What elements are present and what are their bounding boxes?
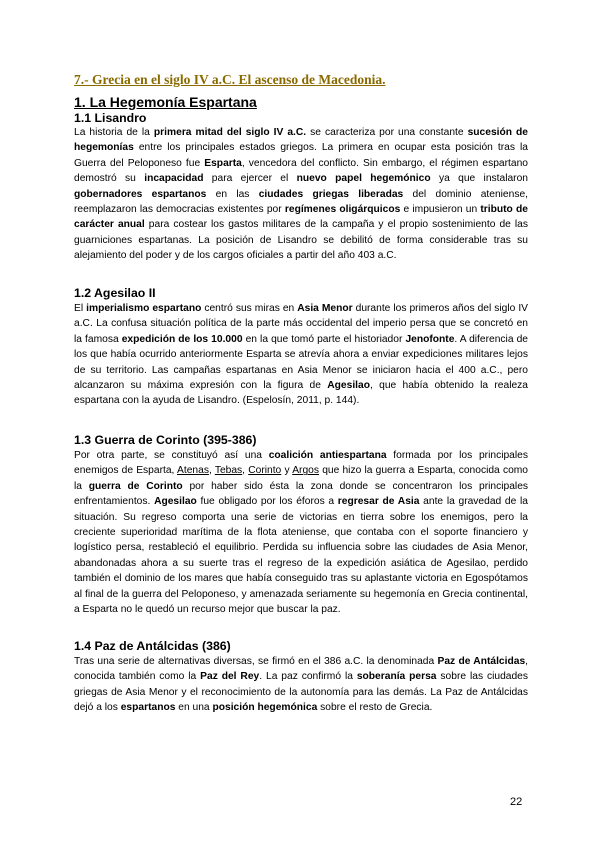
bold-term: sucesión de hegemonías [74,127,529,154]
underlined-term: Argos [292,465,319,477]
bold-term: primera mitad del siglo IV a.C. [153,127,307,138]
paragraph-agesilao [74,301,528,409]
text-run: , que había obtenido la realeza espartana con la ayuda de Lisandro. (Espelosín, 2011, p. 144). [74,380,529,407]
chapter-title: 7.- Grecia en el siglo IV a.C. El ascenso de Macedonia. [74,72,386,87]
heading-guerra-corinto: 1.3 Guerra de Corinto (395-386) [74,433,257,447]
bold-term: imperialismo espartano [86,303,202,314]
paragraph-paz-antalcidas [74,654,528,716]
text-run: ya que instalaron [430,173,528,185]
paragraph-lisandro [74,125,528,264]
bold-term: coalición antiespartana [268,450,387,461]
text-run: . A diferencia de los que había ocurrido anteriormente Esparta se atrevía ahora a enviar expediciones militares lejos de su territorio. Las campañas espartanas en Asia Menor se iniciaron hacia el 400 a.C., pero alcanzaron su máxima expresión con la figura de [74,333,528,392]
text-run: en una [175,702,213,714]
bold-term: espartanos [120,702,176,714]
text-run: ante la gravedad de la situación. Su regreso comporta una serie de victorias en tierra sobre los enemigos, pero la creciente superioridad marítima de la flota ateniense, que contaba con el soporte financiero y logístico persa, restableció el equilibrio. Perdida su influencia sobre las ciudades de Asia Menor, abandonadas ahora a su suerte tras el regreso de la expedición asiática de Agesilao, perdido también el dominio de los mares que había conseguido tras su aplastante victoria en Egospótamos al final de la guerra del Peloponeso, y amenazada seriamente su hegemonía en Grecia continental, a Esparta no le quedó un recurso mejor que buscar la paz. [74,496,529,616]
page-number: 22 [510,796,523,808]
bold-term: tributo de carácter anual [74,204,528,231]
text-run: que hizo la guerra a Esparta, conocida como la [74,465,529,492]
bold-term: Asia Menor [297,303,353,314]
text-run: durante los primeros años del siglo IV a.C. La confusa situación política de la parte más occidental del imperio persa que se concretó en la famosa [74,303,529,345]
text-run: sobre las ciudades griegas de Asia Menor y el reconocimiento de la autonomía para las demás. La Paz de Antálcidas dejó a los [74,671,528,714]
underlined-term: Atenas [177,465,209,477]
text-run: centró sus miras en [201,303,298,314]
text-run: del dominio ateniense, reemplazaron las democracias existentes por [74,188,528,216]
bold-term: incapacidad [144,173,204,185]
text-run: formada por los principales enemigos de Esparta, [74,450,528,477]
heading-agesilao: 1.2 Agesilao II [74,286,156,300]
underlined-term: Corinto [248,465,282,477]
bold-term: Agesilao [327,380,370,392]
bold-term: guerra de Corinto [88,480,183,492]
bold-term: Paz de Antálcidas [437,656,526,667]
text-run: . La paz confirmó la [259,671,357,683]
text-run: , conocida también como la [74,656,529,683]
bold-term: expedición de los 10.000 [121,333,243,345]
bold-term: regímenes oligárquicos [284,204,401,216]
text-run: para costear los gastos militares de la campaña y el propio sostenimiento de las guarniciones espartanas. La posición de Lisandro se debilitó de forma considerable tras su alejamiento del poder y de los cargos oficiales a partir del año 403 a.C. [74,219,529,262]
heading-paz-antalcidas: 1.4 Paz de Antálcidas (386) [74,639,231,653]
section-title: 1. La Hegemonía Espartana [74,94,257,110]
text-run: , [242,465,249,477]
text-run: se caracteriza por una constante [306,127,468,138]
text-run: El [74,303,87,314]
text-run: e impusieron un [400,204,481,216]
bold-term: Jenofonte [405,333,455,345]
text-run: y [281,465,293,477]
text-run: fue obligado por los éforos a [196,496,338,508]
bold-term: Paz del Rey [200,671,260,683]
bold-term: soberanía persa [356,671,437,683]
underlined-term: Tebas [214,465,243,477]
bold-term: nuevo papel hegemónico [296,173,431,185]
heading-lisandro: 1.1 Lisandro [74,111,147,125]
text-run: para ejercer el [203,173,297,185]
bold-term: Esparta [204,157,242,169]
text-run: en las [206,188,259,200]
text-run: Tras una serie de alternativas diversas, se firmó en el 386 a.C. la denominada [74,656,438,667]
text-run: entre los principales estados griegos. La primera en ocupar esta posición tras la Guerra del Peloponeso fue [74,142,528,169]
text-run: sobre el resto de Grecia. [317,702,433,714]
paragraph-guerra-corinto [74,448,528,617]
bold-term: regresar de Asia [337,496,420,508]
bold-term: posición hegemónica [212,702,318,714]
text-run: por haber sido ésta la zona donde se concentraron los principales enfrentamientos. [74,480,529,508]
text-run: La historia de la [74,127,154,138]
bold-term: Agesilao [154,496,197,508]
text-run: en la que tomó parte el historiador [242,333,406,345]
text-run: Por otra parte, se constituyó así una [74,450,269,461]
text-run: , vencedora del conflicto. Sin embargo, el régimen espartano demostró su [74,157,528,185]
bold-term: gobernadores espartanos [74,188,207,200]
bold-term: ciudades griegas liberadas [258,188,404,200]
text-run: , [208,465,215,477]
